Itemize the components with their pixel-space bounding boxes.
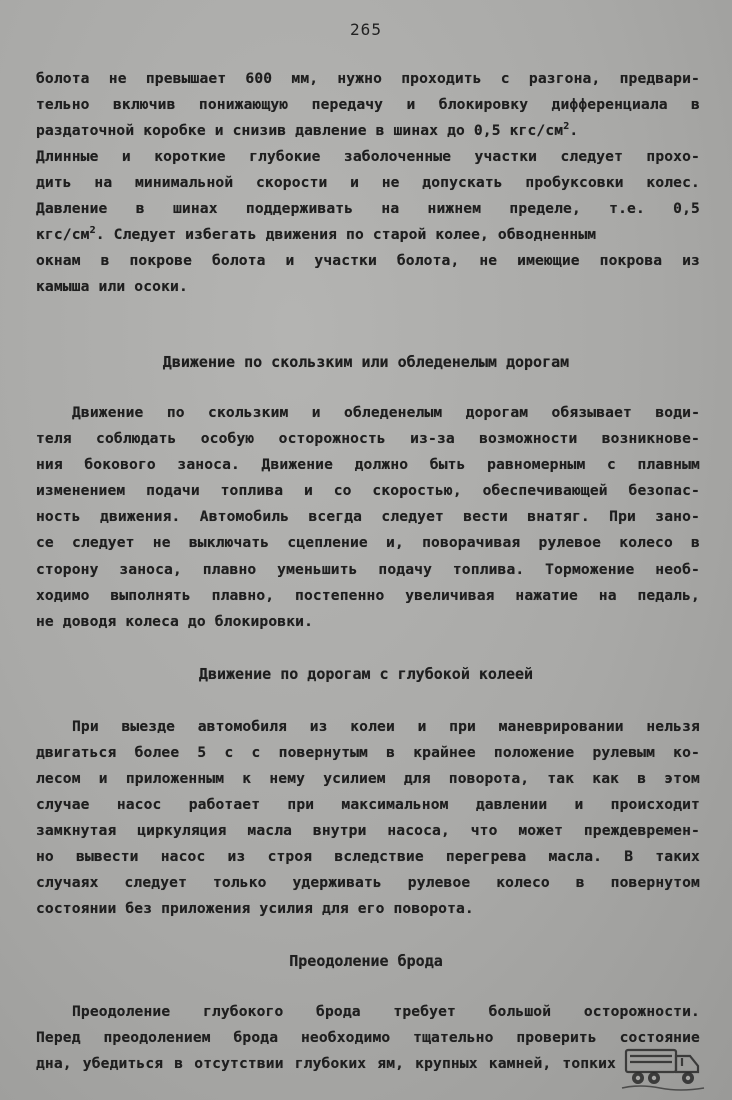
section-heading: Движение по скользким или обледенелым дорогам — [162, 353, 570, 371]
text-line: камыша или осоки. — [36, 278, 188, 295]
text-span: кгс/см — [36, 226, 90, 243]
text-line: не доводя колеса до блокировки. — [36, 613, 314, 630]
text-line: ходимо выполнять плавно, постепенно увеличивая нажатие на педаль, — [36, 587, 700, 604]
section-heading: Движение по дорогам с глубокой колеей — [198, 665, 534, 683]
text-line — [36, 226, 700, 243]
text-line: случаях следует только удерживать рулевое колесо в повернутом — [36, 874, 700, 891]
text-line: болота не превышает 600 мм, нужно проходить с разгона, предвари- — [36, 70, 700, 87]
text-line: ния бокового заноса. Движение должно быть равномерным с плавным — [36, 456, 700, 473]
text-line: сторону заноса, плавно уменьшить подачу топлива. Торможение необ- — [36, 561, 700, 578]
text-line: тельно включив понижающую передачу и блокировку дифференциала в — [36, 96, 700, 113]
text-line: Давление в шинах поддерживать на нижнем пределе, т.е. 0,5 — [36, 200, 700, 217]
text-line: случае насос работает при максимальном давлении и происходит — [36, 796, 700, 813]
superscript: 2 — [89, 225, 96, 237]
text-line: дна, убедиться в отсутствии глубоких ям, крупных камней, топких — [36, 1055, 616, 1072]
text-line: лесом и приложенным к нему усилием для поворота, так как в этом — [36, 770, 700, 787]
text-line: Длинные и короткие глубокие заболоченные участки следует прохо- — [36, 148, 700, 165]
text-line: ность движения. Автомобиль всегда следует вести внатяг. При зано- — [36, 508, 700, 525]
text-line: но вывести насос из строя вследствие перегрева масла. В таких — [36, 848, 700, 865]
text-line: Движение по скользким и обледенелым дорогам обязывает води- — [72, 404, 700, 421]
text-line: дить на минимальной скорости и не допускать пробуксовки колес. — [36, 174, 700, 191]
superscript: 2 — [563, 121, 570, 133]
text-line: Перед преодолением брода необходимо тщательно проверить состояние — [36, 1029, 700, 1046]
text-line: состоянии без приложения усилия для его поворота. — [36, 900, 474, 917]
text-line — [36, 122, 700, 139]
text-line: При выезде автомобиля из колеи и при маневрировании нельзя — [72, 718, 700, 735]
text-line: теля соблюдать особую осторожность из-за возможности возникнове- — [36, 430, 700, 447]
text-span: . — [569, 122, 579, 139]
text-line: Преодоление глубокого брода требует большой осторожности. — [72, 1003, 700, 1020]
text-line: замкнутая циркуляция масла внутри насоса, что может преждевремен- — [36, 822, 700, 839]
truck-logo-icon — [620, 1038, 706, 1094]
text-span: . Следует избегать движения по старой колее, обводненным — [95, 226, 597, 243]
text-line: изменением подачи топлива и со скоростью, обеспечивающей безопас- — [36, 482, 700, 499]
text-span: раздаточной коробке и снизив давление в шинах до 0,5 кгс/см — [36, 122, 564, 139]
text-line: окнам в покрове болота и участки болота, не имеющие покрова из — [36, 252, 700, 269]
section-heading: Преодоление брода — [289, 952, 443, 970]
page-number: 265 — [350, 20, 382, 39]
text-line: двигаться более 5 с с повернутым в крайнее положение рулевым ко- — [36, 744, 700, 761]
text-line: се следует не выключать сцепление и, поворачивая рулевое колесо в — [36, 534, 700, 551]
